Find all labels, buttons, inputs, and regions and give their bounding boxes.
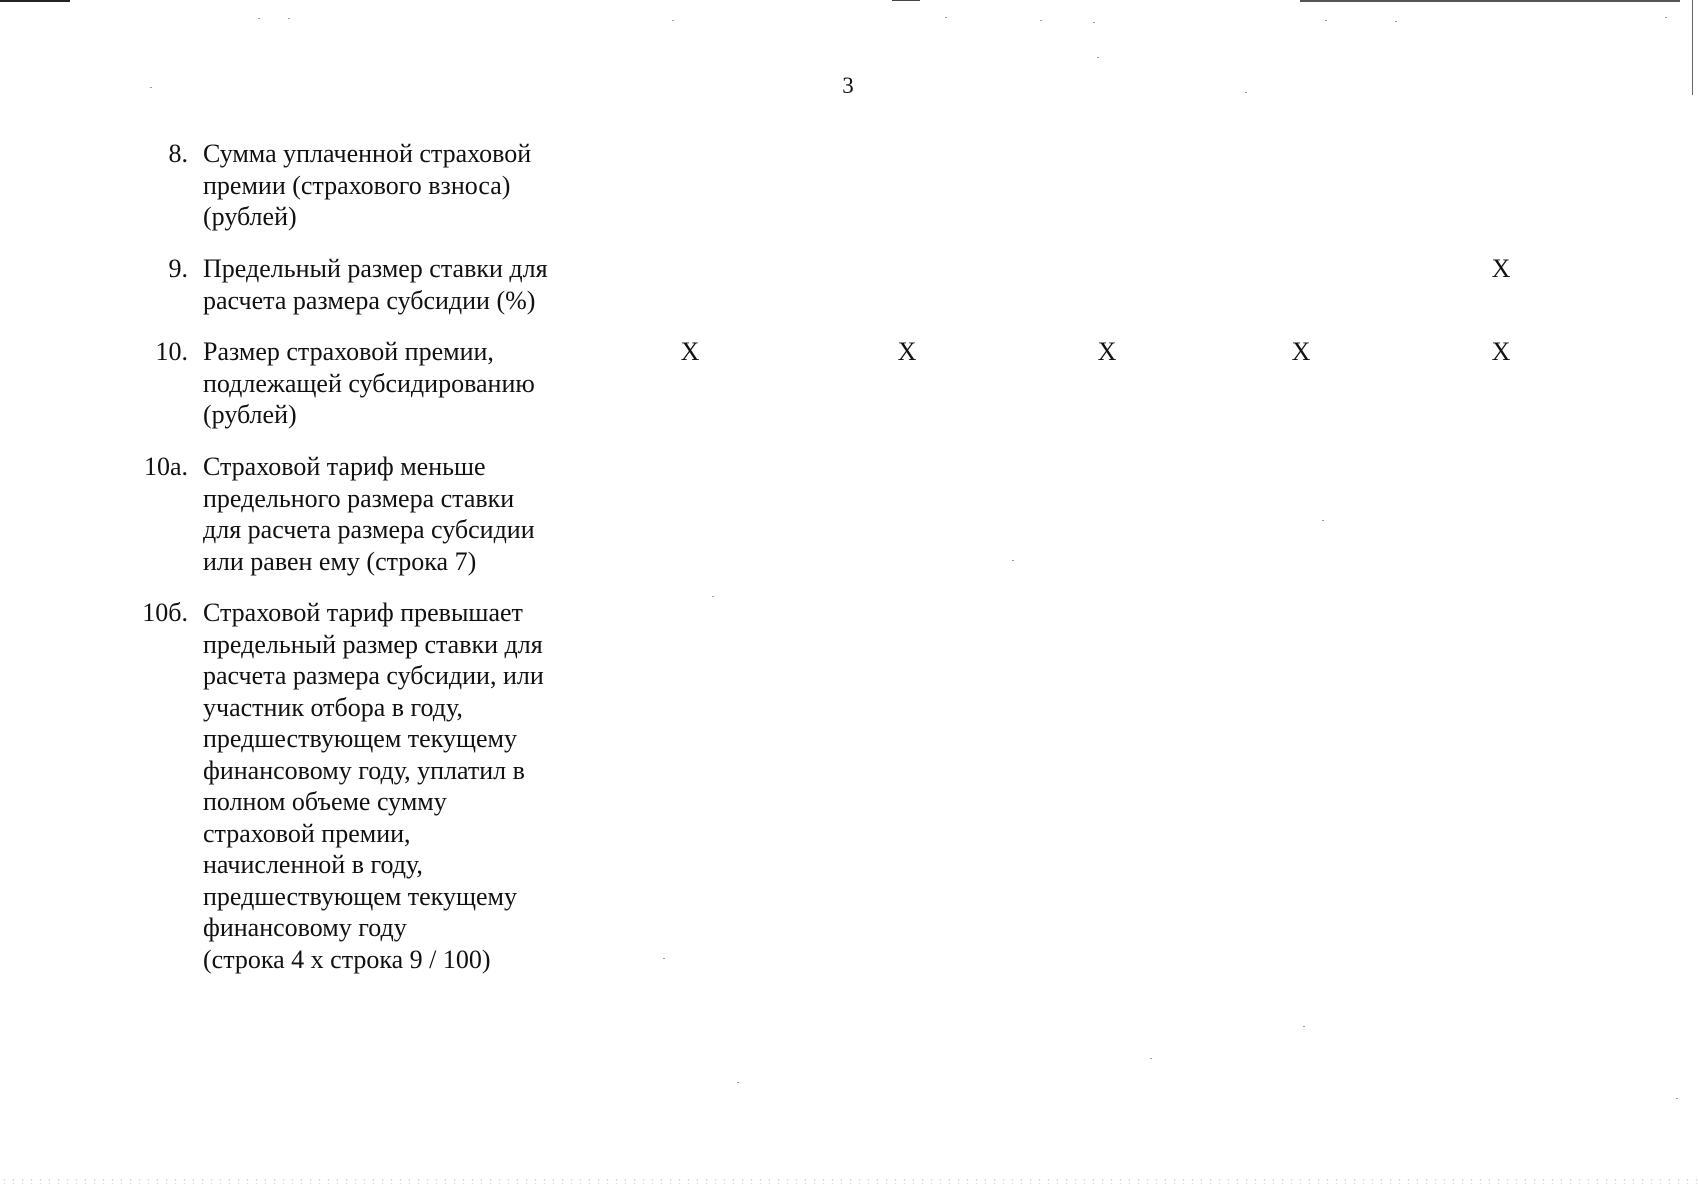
row-number: 10б.: [142, 598, 188, 627]
scan-speck: [1150, 1058, 1152, 1059]
scan-speck: [1395, 21, 1397, 22]
cell-col-3: X: [1097, 337, 1117, 366]
cell-col-1: X: [680, 337, 700, 366]
scan-speck: [737, 1082, 739, 1083]
scan-speck: [1665, 17, 1667, 18]
page-number: 3: [842, 73, 854, 98]
row-number: 9.: [168, 254, 188, 283]
scan-speck: [1012, 560, 1014, 561]
row-number: 10.: [155, 337, 188, 366]
scan-speck: [1245, 92, 1247, 93]
row-label: Страховой тариф превышает предельный размер ставки для расчета размера субсидии, или участник отбора в году, предшествующем текущему финансовому году, уплатил в полном объеме сумму страховой премии, начисленной в году, предшествующем текущему финансовому году (строка 4 х строка 9 / 100): [203, 598, 544, 974]
cell-col-2: X: [897, 337, 917, 366]
scan-speck: [712, 596, 714, 597]
row-number: 10а.: [143, 452, 188, 481]
row-label: Предельный размер ставки для расчета размера субсидии (%): [203, 254, 548, 315]
top-rule-left: [0, 0, 70, 2]
scan-speck: [150, 87, 152, 88]
scan-speck: [1093, 22, 1095, 23]
scan-speck: [663, 958, 665, 959]
row-label: Размер страховой премии, подлежащей субсидированию (рублей): [203, 337, 535, 429]
scan-speck: [288, 18, 290, 19]
scan-speck: [1040, 20, 1042, 21]
scan-speck: [1325, 20, 1327, 21]
scan-speck: [1303, 1026, 1305, 1027]
cell-col-5: X: [1491, 337, 1511, 366]
scan-noise-bottom: [0, 1178, 1698, 1184]
top-rule-mid: [892, 0, 920, 1]
right-edge-line: [1692, 0, 1693, 95]
scan-speck: [258, 18, 260, 19]
top-rule-right: [1300, 0, 1680, 2]
scan-speck: [672, 20, 674, 21]
row-number: 8.: [168, 139, 188, 168]
scan-speck: [1676, 1098, 1678, 1099]
row-label: Страховой тариф меньше предельного размера ставки для расчета размера субсидии или равен ему (строка 7): [203, 452, 535, 576]
cell-col-4: X: [1291, 337, 1311, 366]
scan-speck: [945, 17, 947, 18]
row-label: Сумма уплаченной страховой премии (страхового взноса) (рублей): [203, 139, 532, 231]
scan-speck: [1322, 520, 1324, 521]
scan-speck: [1097, 57, 1099, 58]
cell-col-5: X: [1491, 254, 1511, 283]
